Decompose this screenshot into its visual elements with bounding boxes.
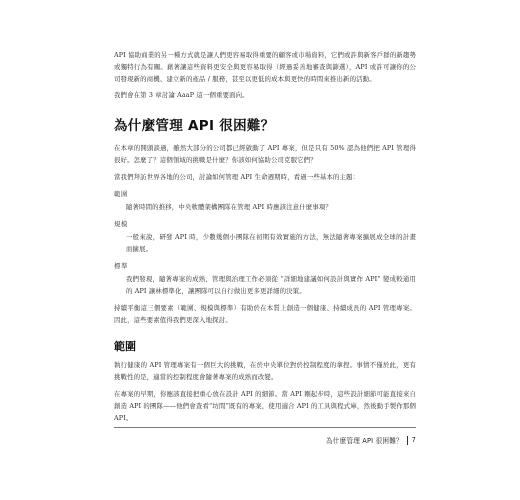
- footer-divider: [114, 427, 416, 428]
- term-definition: 我們發現，隨著專案的成熟，管理與治理工作必須從 “詳細地建議如何設計與實作 API” 變成較通用的 API 讓林標準化，讓團隊可以自行做出更多更詳細的決策。: [126, 275, 416, 295]
- subsection-paragraph-1: 執行健康的 API 管理專案有一個巨大的挑戰，在於中央單位對於控制程度的拿捏。事情不僅於此，更有挑戰性的是，適當的控制程度會隨著專案的成熟而改變。: [114, 361, 416, 381]
- term-title: 規模: [114, 220, 128, 228]
- term-title: 範圍: [114, 190, 128, 198]
- section-paragraph-3: 持續平衡這三個要素（範圍、規模與標準）有助於在本質上創造一個健康、持續成長的 API 管理專案。因此，這些要素值得我們更深入地探討。: [114, 304, 416, 324]
- chapter-reference-paragraph: 我們會在第 3 章討論 AaaP 這一個重要面向。: [114, 91, 249, 99]
- subsection-heading: 範圍: [114, 340, 136, 353]
- intro-paragraph: API 協助商業的另一種方式就是讓人們更容易取得重要的顧客或市場資料，它們或許與新客戶群的新趨勢或獨特行為有關。藉著讓這些資料更安全與更容易取得（經過妥善地審查與篩選），API 或許可讓你的公司發現新的商機、建立新的產品 / 服務，甚至以更低的成本與更快的時間來推出新的活動。: [114, 51, 416, 83]
- running-title: 為什麼管理 API 很困難？: [326, 437, 403, 445]
- page-content: [114, 49, 416, 424]
- term-title: 標準: [114, 262, 128, 270]
- term-item: [114, 188, 416, 213]
- term-definition: 隨著時間的推移，中央軟體架構團隊在管理 API 時應該注意什麼事項？: [126, 203, 332, 211]
- footer-text: [326, 435, 416, 445]
- term-definition: 一般來說，研發 API 時，少數幾個小團隊在初期有效實施的方法，無法隨著專案擴展成全球的計畫而擴展。: [126, 233, 416, 253]
- page-footer: [114, 427, 416, 447]
- section-paragraph-2: 當我們拜訪世界各地的公司，討論如何管理 API 生命週期時，看過一些基本的主題：: [114, 173, 360, 181]
- page-number: 7: [411, 436, 416, 444]
- section-heading: 為什麼管理 API 很困難？: [114, 118, 275, 134]
- term-item: [114, 218, 416, 255]
- term-item: [114, 260, 416, 297]
- term-list: [114, 188, 416, 297]
- subsection-paragraph-2: 在專案的早期，你應該直接把重心放在設計 API 的細節。當 API 剛起步時，這些設計細節可能直接來自創造 API 的團隊——他們會查看“坊間”既有的專案，使用適合 API 的工具與程式庫，然後動手製作那個 API。: [114, 390, 416, 422]
- section-paragraph-1: 在本章的開頭談過，雖然大部分的公司都已經啟動了 API 專案，但是只有 50% 認為他們把 API 管理得很好。怎麼了？這個領域的挑戰是什麼？你該如何協助公司克服它們？: [114, 144, 416, 164]
- footer-separator: [407, 436, 408, 445]
